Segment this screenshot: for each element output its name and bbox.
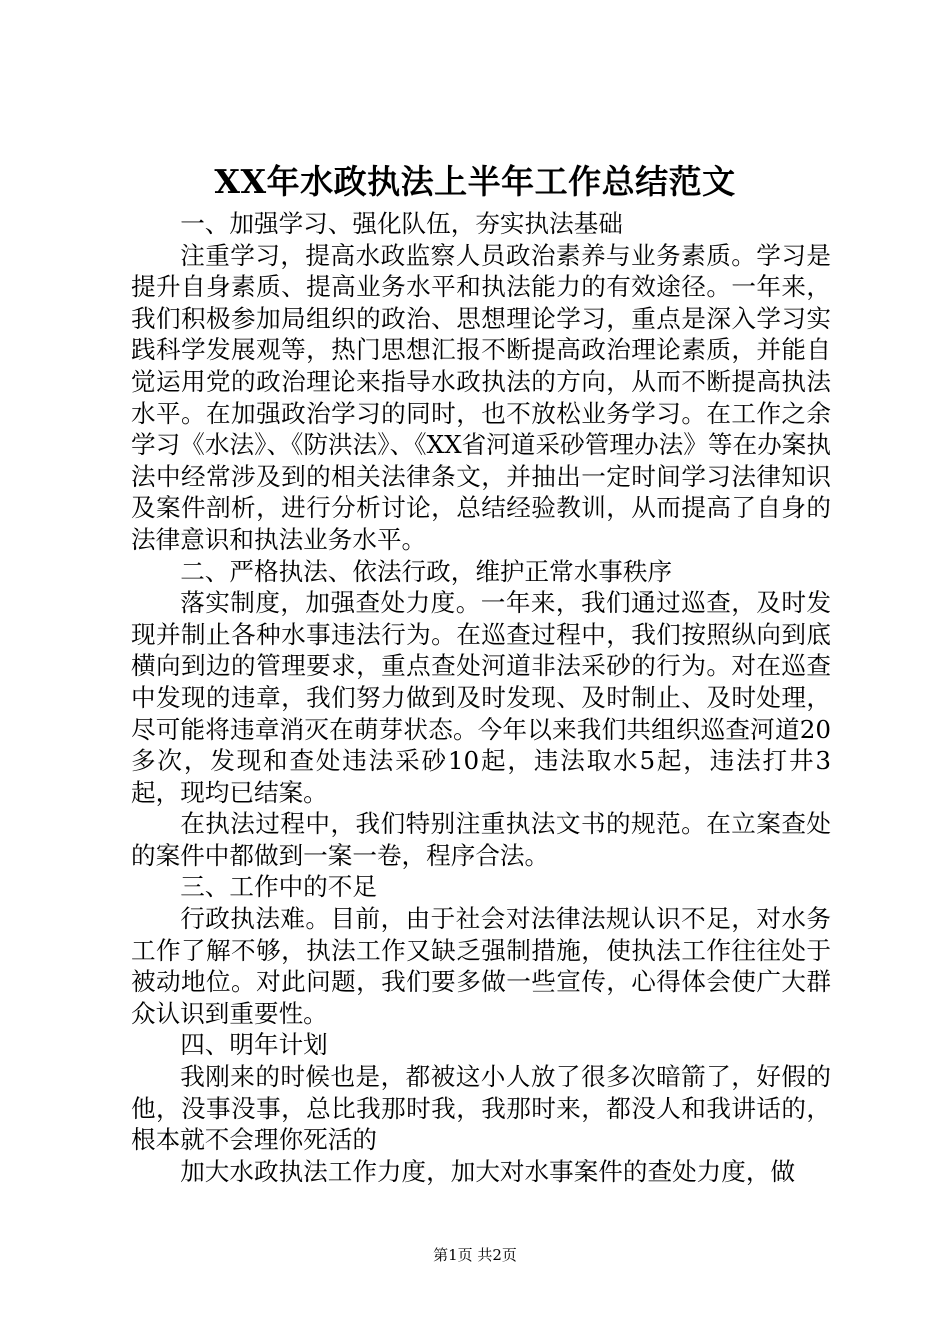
document-title: XX年水政执法上半年工作总结范文: [214, 162, 736, 201]
page-footer: 第1页 共2页: [433, 1246, 517, 1264]
body-paragraph: 注重学习，提高水政监察人员政治素养与业务素质。学习是提升自身素质、提高业务水平和执法能力的有效途径。一年来，我们积极参加局组织的政治、思想理论学习，重点是深入学习实践科学发展观等，热门思想汇报不断提高政治理论素质，并能自觉运用党的政治理论来指导水政执法的方向，从而不断提高执法水平。在加强政治学习的同时，也不放松业务学习。在工作之余学习《水法》、《防洪法》、《XX省河道采砂管理办法》等在办案执法中经常涉及到的相关法律条文，并抽出一定时间学习法律知识及案件剖析，进行分析讨论，总结经验教训，从而提高了自身的法律意识和执法业务水平。: [131, 240, 831, 554]
body-paragraph: 落实制度，加强查处力度。一年来，我们通过巡查，及时发现并制止各种水事违法行为。在巡查过程中，我们按照纵向到底横向到边的管理要求，重点查处河道非法采砂的行为。对在巡查中发现的违章，我们努力做到及时发现、及时制止、及时处理，尽可能将违章消灭在萌芽状态。今年以来我们共组织巡查河道20多次，发现和查处违法采砂10起，违法取水5起，违法打井3起，现均已结案。: [131, 588, 831, 807]
body-paragraph: 我刚来的时候也是，都被这小人放了很多次暗箭了，好假的他，没事没事，总比我那时我，我那时来，都没人和我讲话的，根本就不会理你死活的: [131, 1062, 831, 1155]
body-paragraph: 行政执法难。目前，由于社会对法律法规认识不足，对水务工作了解不够，执法工作又缺乏强制措施，使执法工作往往处于被动地位。对此问题，我们要多做一些宣传，心得体会使广大群众认识到重要性。: [131, 904, 831, 1028]
body-paragraph: 在执法过程中，我们特别注重执法文书的规范。在立案查处的案件中都做到一案一卷，程序合法。: [131, 809, 831, 870]
section-heading: 三、工作中的不足: [180, 872, 377, 902]
section-heading: 四、明年计划: [180, 1030, 328, 1060]
section-heading: 一、加强学习、强化队伍，夯实执法基础: [180, 209, 623, 238]
document-body: [131, 208, 831, 1187]
body-paragraph: 加大水政执法工作力度，加大对水事案件的查处力度，做: [180, 1156, 796, 1186]
section-heading: 二、严格执法、依法行政，维护正常水事秩序: [180, 556, 673, 586]
